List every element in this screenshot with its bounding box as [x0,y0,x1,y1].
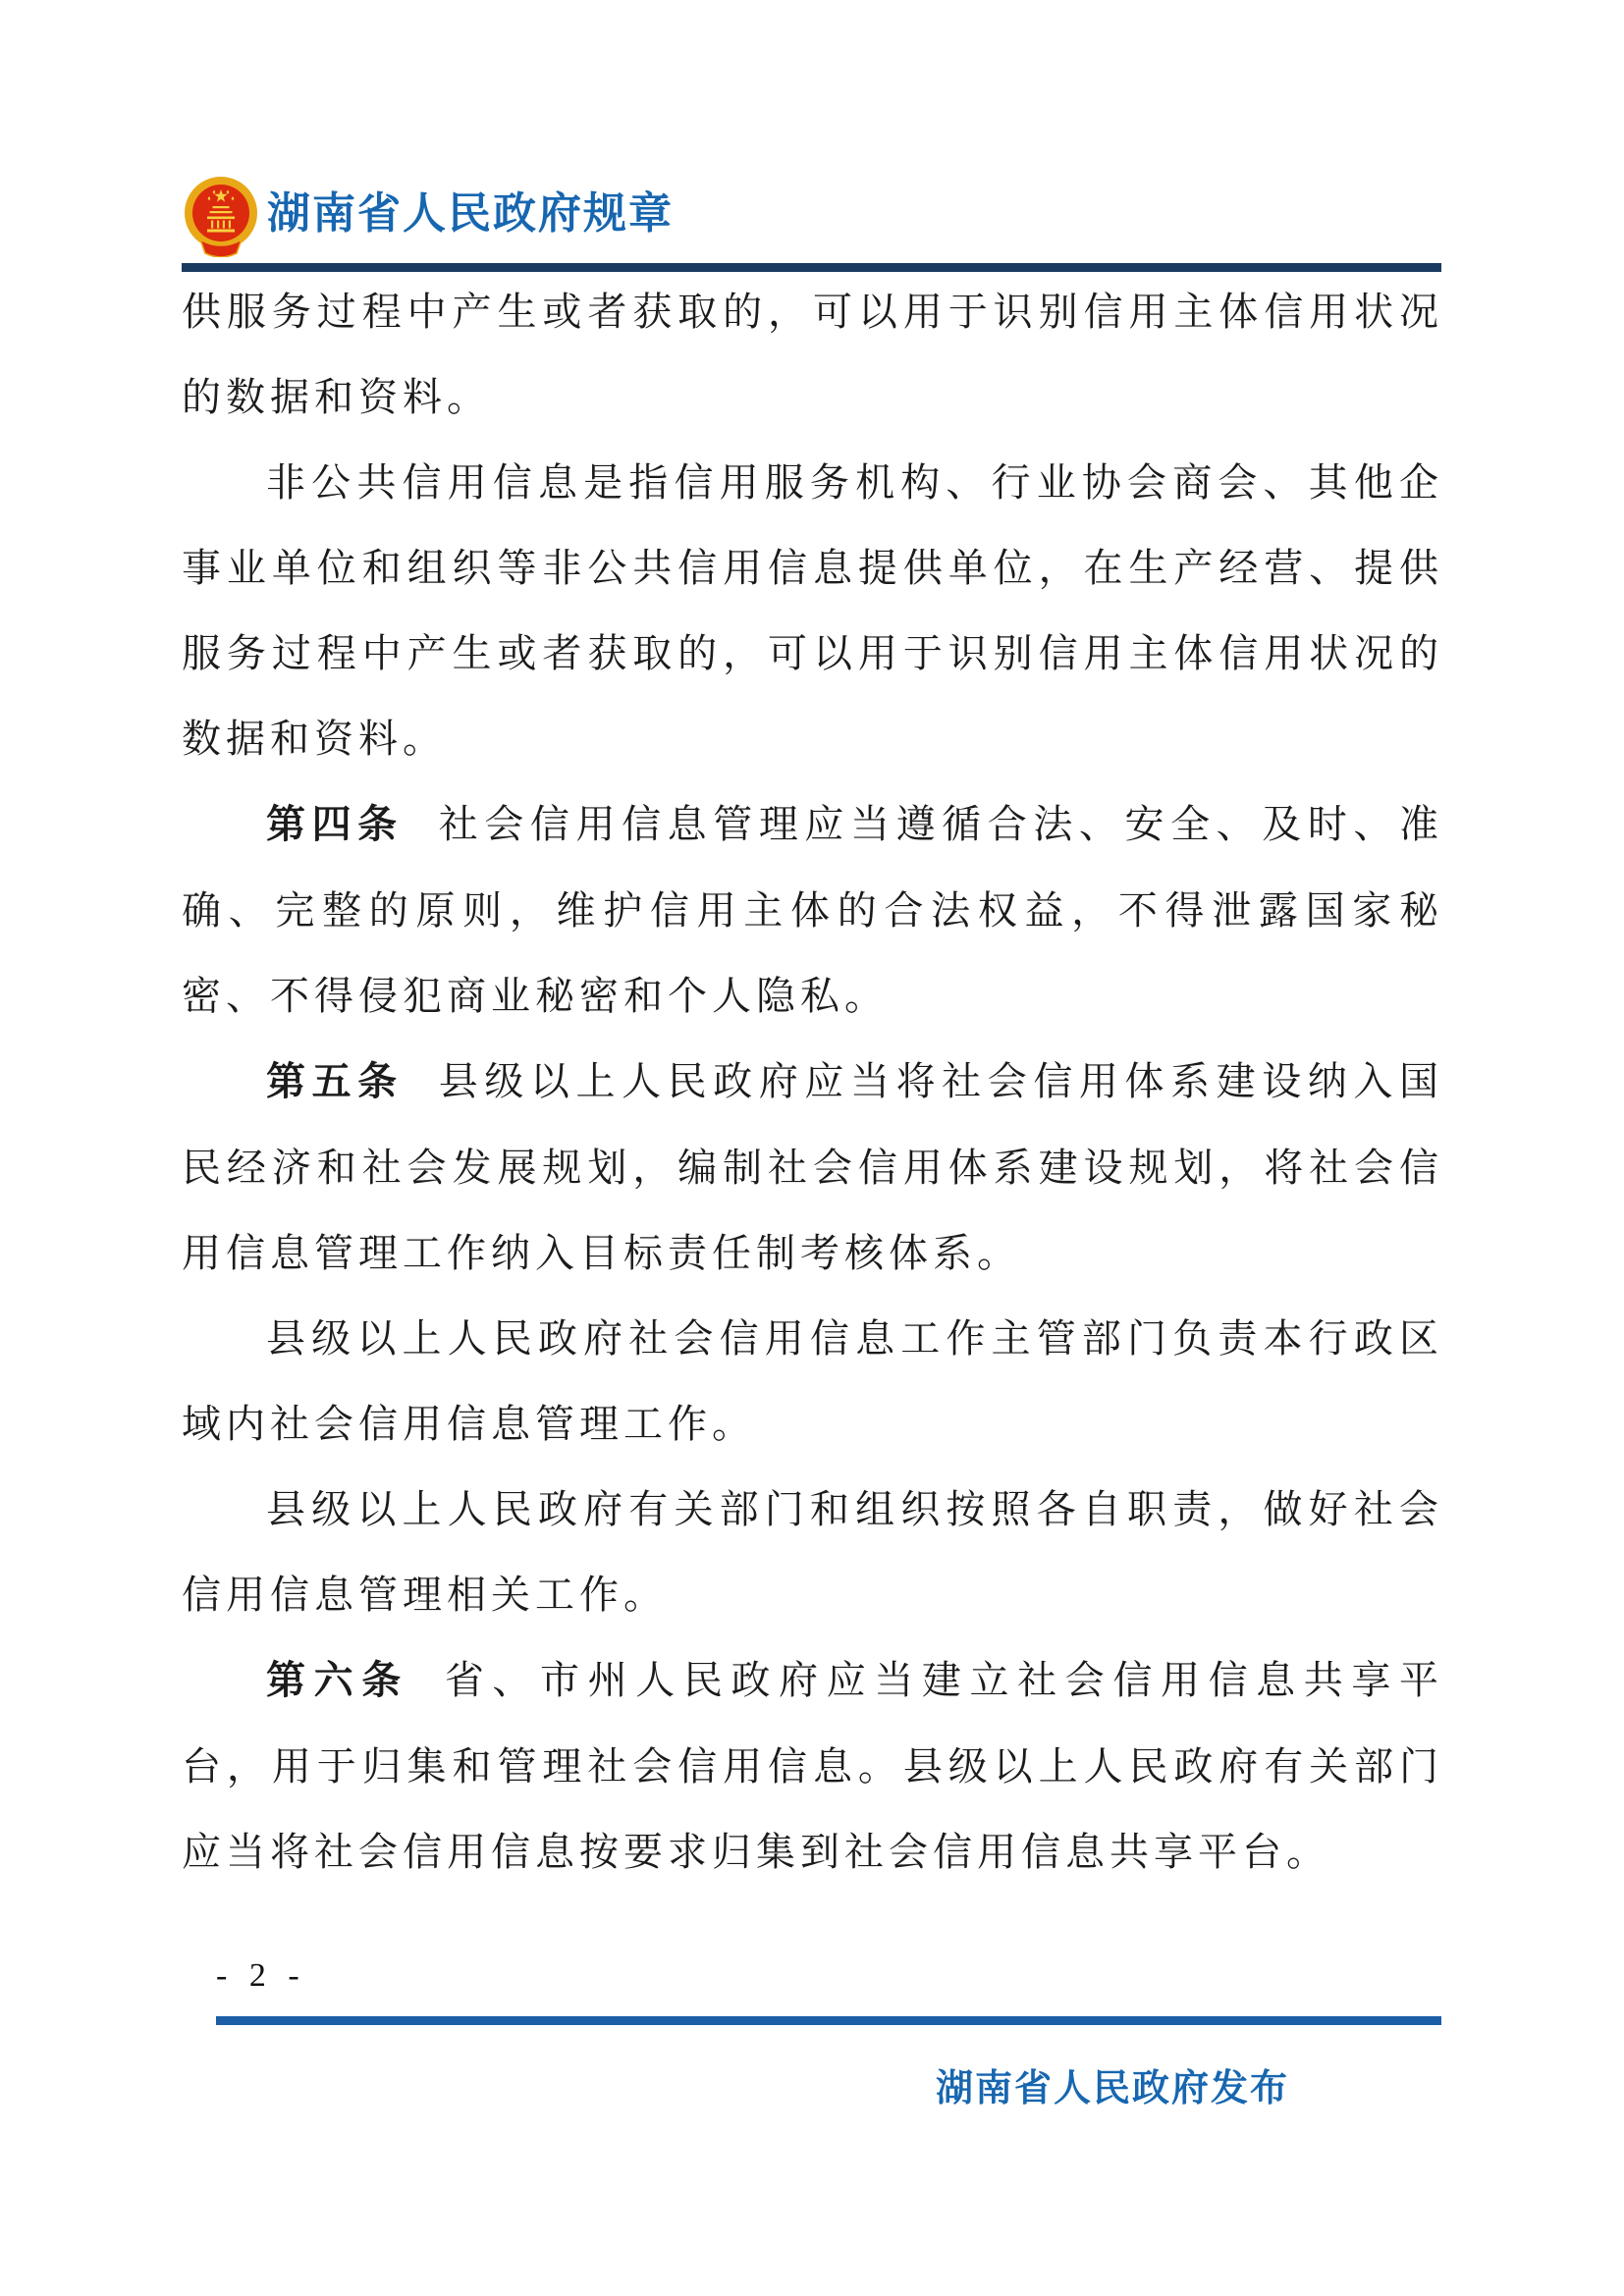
article-number: 第六条 [266,1659,409,1702]
paragraph-text: 县级以上人民政府应当将社会信用体系建设纳入国民经济和社会发展规划，编制社会信用体系建设规划，将社会信用信息管理工作纳入目标责任制考核体系。 [182,1059,1443,1275]
footer-divider [216,2016,1441,2025]
national-emblem-icon [183,173,259,257]
paragraph-text: 社会信用信息管理应当遵循合法、安全、及时、准确、完整的原则，维护信用主体的合法权益，不得泄露国家秘密、不得侵犯商业秘密和个人隐私。 [182,802,1443,1018]
publisher-label: 湖南省人民政府发布 [935,2068,1289,2109]
body-paragraph [182,1467,1443,1637]
page-number: - 2 - [216,1957,306,1994]
body-paragraph [182,1637,1443,1895]
paragraph-text: 供服务过程中产生或者获取的，可以用于识别信用主体信用状况的数据和资料。 [182,290,1443,419]
body-paragraph [182,1296,1443,1467]
body-paragraphs [182,269,1443,1895]
page-title: 湖南省人民政府规章 [267,189,674,238]
article-number: 第四条 [266,803,404,846]
article-number: 第五条 [266,1060,404,1103]
body-paragraph [182,269,1443,440]
paragraph-text: 省、市州人民政府应当建立社会信用信息共享平台，用于归集和管理社会信用信息。县级以上人民政府有关部门应当将社会信用信息按要求归集到社会信用信息共享平台。 [182,1658,1444,1874]
body-paragraph [182,1039,1443,1296]
paragraph-text: 非公共信用信息是指信用服务机构、行业协会商会、其他企事业单位和组织等非公共信用信息提供单位，在生产经营、提供服务过程中产生或者获取的，可以用于识别信用主体信用状况的数据和资料。 [182,460,1443,761]
paragraph-text: 县级以上人民政府有关部门和组织按照各自职责，做好社会信用信息管理相关工作。 [182,1487,1443,1617]
paragraph-text: 县级以上人民政府社会信用信息工作主管部门负责本行政区域内社会信用信息管理工作。 [182,1316,1443,1446]
body-paragraph [182,440,1443,781]
body-paragraph [182,781,1443,1039]
